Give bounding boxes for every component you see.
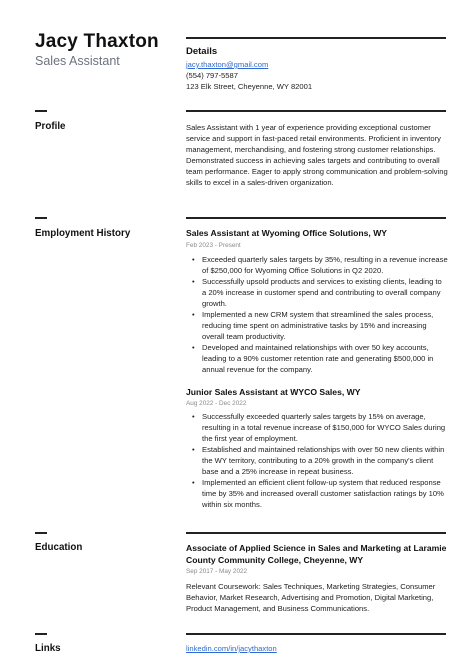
employment-rule [186,217,446,219]
bullet-text: Implemented an efficient client follow-up system that reduced response time by 35% and increased overall customer satisfaction ratings by 10% within six months. [202,478,444,509]
bullet-icon: • [192,445,195,454]
list-item [192,254,448,276]
list-item [192,309,448,342]
job-title-2: Junior Sales Assistant at WYCO Sales, WY [186,387,361,397]
bullet-icon: • [192,277,195,286]
job-bullets-2 [192,411,448,510]
profile-rule [186,110,446,112]
degree-title: Associate of Applied Science in Sales and Marketing at Laramie County Community College, Cheyenne, WY [186,543,447,565]
degree-dates: Sep 2017 - May 2022 [186,568,248,575]
bullet-icon: • [192,343,195,352]
list-item [192,444,448,477]
bullet-text: Developed and maintained relationships with over 50 key accounts, leading to a 90% customer retention rate and generating $500,000 in annual revenue for the company. [202,343,434,374]
job-dates-2: Aug 2022 - Dec 2022 [186,400,247,407]
address: 123 Elk Street, Cheyenne, WY 82001 [186,82,313,91]
candidate-name: Jacy Thaxton [35,31,159,52]
job-title-1: Sales Assistant at Wyoming Office Solutions, WY [186,228,388,238]
employment-label: Employment History [35,228,131,239]
bullet-text: Exceeded quarterly sales targets by 35%, resulting in a revenue increase of $250,000 for Wyoming Office Solutions in Q2 2020. [202,255,448,275]
profile-label: Profile [35,121,66,132]
profile-summary: Sales Assistant with 1 year of experience providing exceptional customer service and support in fast-paced retail environments. Proficient in inventory management, merchandising, and fostering strong customer relationships. Demonstrated success in achieving sales targets and contributing to overall team performance. Eager to apply strong communication and problem-solving skills to excel in a sales-driven organization. [186,123,448,187]
bullet-icon: • [192,255,195,264]
education-label: Education [35,542,83,553]
details-heading: Details [186,46,218,57]
email-link[interactable]: jacy.thaxton@gmail.com [186,60,269,69]
employment-dash [35,217,47,219]
job-bullets-1 [192,254,448,375]
job-dates-1: Feb 2023 - Present [186,242,241,249]
list-item [192,477,448,510]
linkedin-row [186,644,277,653]
education-dash [35,532,47,534]
coursework: Relevant Coursework: Sales Techniques, Marketing Strategies, Consumer Behavior, Market Research, Advertising and Promotion, Digital Marketing, Product Management, and Business Communications. [186,582,436,613]
list-item [192,276,448,309]
phone-number: (554) 797-5587 [186,71,238,80]
links-rule [186,633,446,635]
bullet-text: Successfully exceeded quarterly sales targets by 15% on average, resulting in a total revenue increase of $150,000 for WYCO Sales during the first year of employment. [202,412,446,443]
candidate-title: Sales Assistant [35,54,120,68]
details-rule [186,37,446,39]
bullet-text: Implemented a new CRM system that streamlined the sales process, reducing time spent on administrative tasks by 15% and increasing overall team productivity. [202,310,434,341]
list-item [192,411,448,444]
bullet-text: Successfully upsold products and services to existing clients, leading to a 20% increase in customer spend and contributing to overall company growth. [202,277,442,308]
bullet-icon: • [192,310,195,319]
links-label: Links [35,643,61,654]
list-item [192,342,448,375]
bullet-text: Established and maintained relationships with over 50 new clients within the WY territory, contributing to a 20% growth in the company's client base and a 25% increase in repeat business. [202,445,445,476]
education-rule [186,532,446,534]
profile-dash [35,110,47,112]
bullet-icon: • [192,478,195,487]
bullet-icon: • [192,412,195,421]
email-link-row [186,60,268,69]
links-dash [35,633,47,635]
linkedin-link[interactable]: linkedin.com/in/jacythaxton [186,644,277,653]
